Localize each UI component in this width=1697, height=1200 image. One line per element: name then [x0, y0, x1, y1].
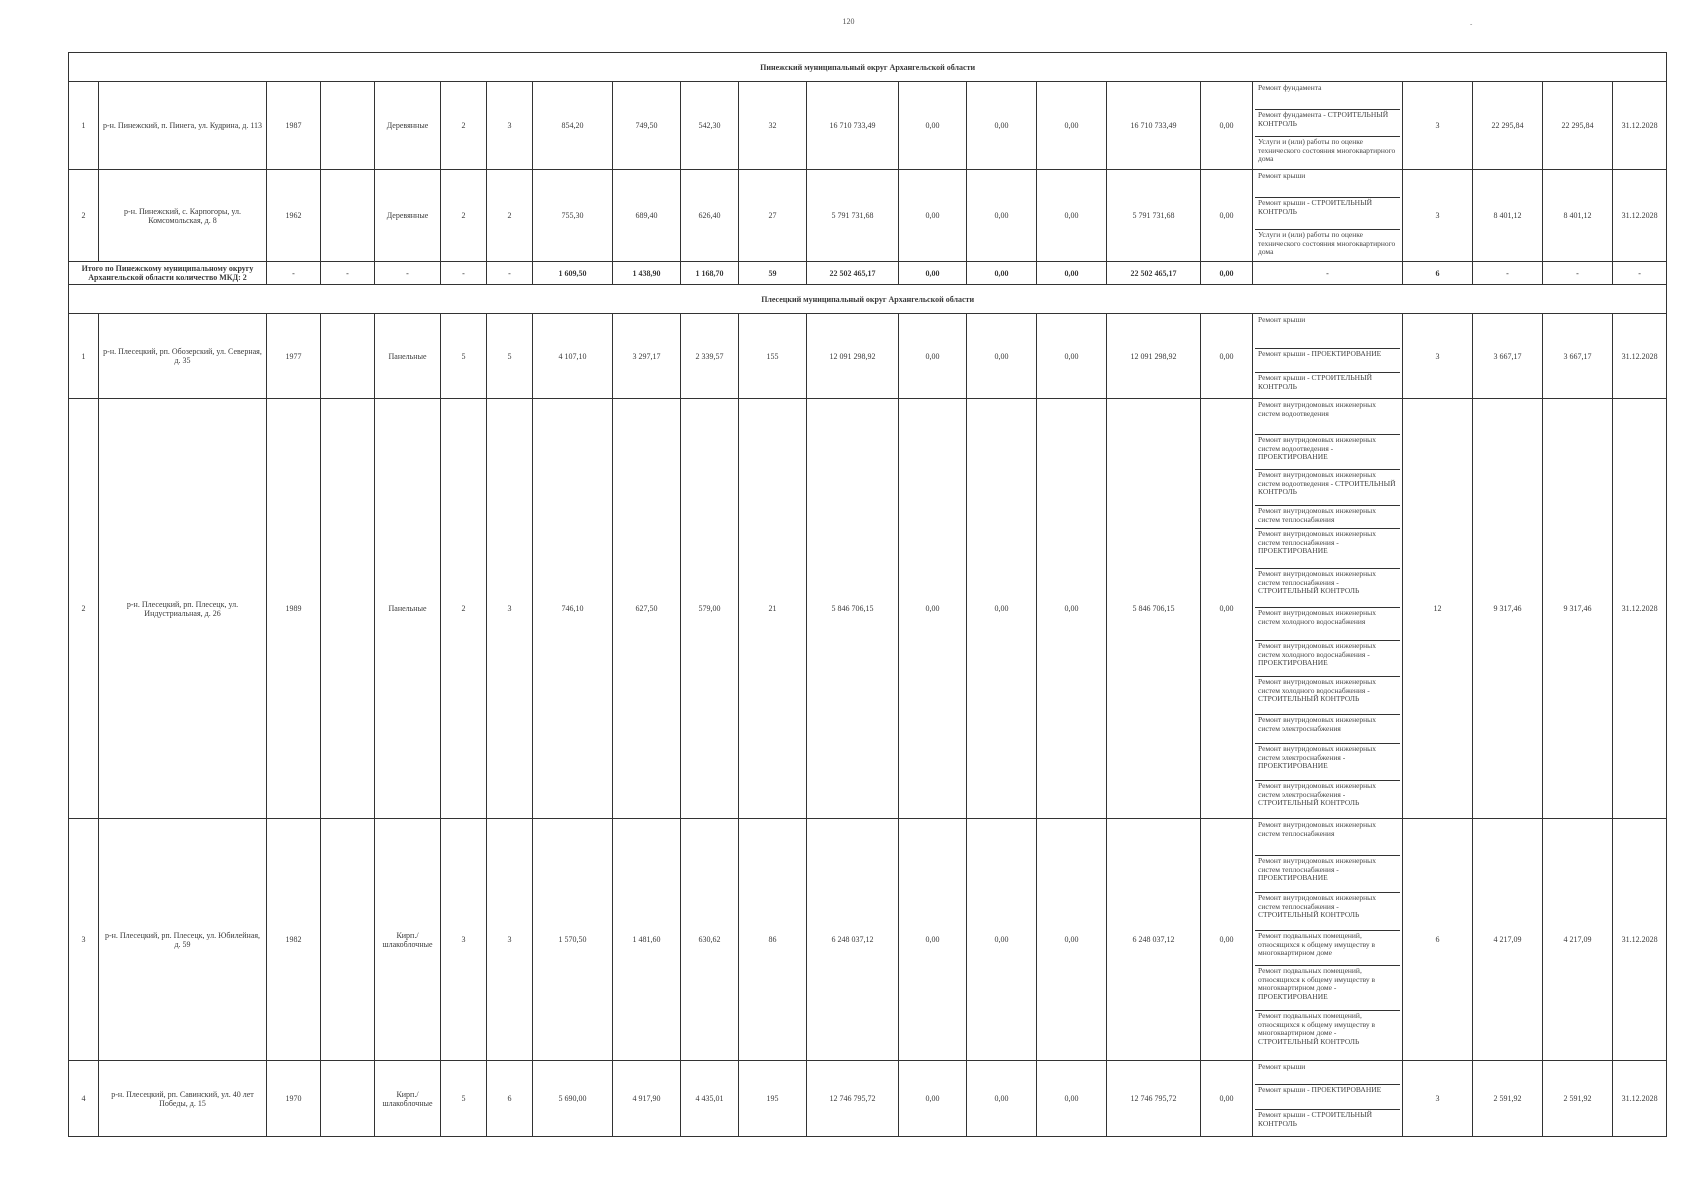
total-owners: 22 502 465,17: [1107, 262, 1201, 285]
work-item: Услуги и (или) работы по оценке технического состояния многоквартирного дома: [1258, 137, 1396, 163]
cell-year: 1962: [267, 170, 321, 262]
cell-area-res: 689,40: [613, 170, 681, 262]
cell-f3: 0,00: [1037, 819, 1107, 1061]
cell-floors: 2: [441, 82, 487, 170]
cell-f1: 0,00: [899, 399, 967, 819]
cell-area-own: 579,00: [681, 399, 739, 819]
cell-material: Панельные: [375, 314, 441, 399]
cell-unit-cost: 22 295,84: [1473, 82, 1543, 170]
cell-area-total: 746,10: [533, 399, 613, 819]
cell-f3: 0,00: [1037, 1061, 1107, 1137]
corner-mark: -: [1470, 20, 1473, 28]
table-row: [69, 170, 1667, 262]
cell-f3: 0,00: [1037, 82, 1107, 170]
capital-repair-table: [68, 52, 1667, 1137]
cell-count: 6: [1403, 819, 1473, 1061]
total-f1: 0,00: [899, 262, 967, 285]
cell-area-total: 854,20: [533, 82, 613, 170]
cell-cost: 5 846 706,15: [807, 399, 899, 819]
work-item: Услуги и (или) работы по оценке технического состояния многоквартирного дома: [1258, 230, 1396, 256]
total-c6: -: [1473, 262, 1543, 285]
cell-material: Кирп./шлакоблочные: [375, 1061, 441, 1137]
cell-area-own: 2 339,57: [681, 314, 739, 399]
cell-num: 4: [69, 1061, 99, 1137]
cell-address: р-н. Пинежский, п. Пинега, ул. Кудрина, д. 113: [99, 82, 267, 170]
work-item: Ремонт внутридомовых инженерных систем водоотведения - ПРОЕКТИРОВАНИЕ: [1255, 435, 1400, 470]
total-f3: 0,00: [1037, 262, 1107, 285]
works-cell: [1253, 399, 1403, 819]
total-c2: -: [321, 262, 375, 285]
work-item: Ремонт внутридомовых инженерных систем теплоснабжения - СТРОИТЕЛЬНЫЙ КОНТРОЛЬ: [1255, 569, 1400, 608]
cell-date: 31.12.2028: [1613, 1061, 1667, 1137]
table-row: [69, 82, 1667, 170]
section-title: Пинежский муниципальный округ Архангельской области: [69, 53, 1667, 82]
cell-max-cost: 4 217,09: [1543, 819, 1613, 1061]
cell-f2: 0,00: [967, 819, 1037, 1061]
cell-f4: 0,00: [1201, 399, 1253, 819]
cell-owners: 16 710 733,49: [1107, 82, 1201, 170]
cell-owners: 12 091 298,92: [1107, 314, 1201, 399]
cell-date: 31.12.2028: [1613, 170, 1667, 262]
cell-year: 1970: [267, 1061, 321, 1137]
work-item: Ремонт внутридомовых инженерных систем электроснабжения: [1255, 715, 1400, 744]
cell-year2: [321, 82, 375, 170]
cell-count: 12: [1403, 399, 1473, 819]
cell-max-cost: 3 667,17: [1543, 314, 1613, 399]
cell-num: 1: [69, 314, 99, 399]
work-item: Ремонт фундамента - СТРОИТЕЛЬНЫЙ КОНТРОЛЬ: [1255, 110, 1400, 137]
table-row: [69, 819, 1667, 1061]
cell-unit-cost: 8 401,12: [1473, 170, 1543, 262]
work-item: Ремонт внутридомовых инженерных систем холодного водоснабжения - СТРОИТЕЛЬНЫЙ КОНТРОЛЬ: [1255, 677, 1400, 715]
cell-area-res: 1 481,60: [613, 819, 681, 1061]
cell-max-cost: 9 317,46: [1543, 399, 1613, 819]
work-item: Ремонт подвальных помещений, относящихся к общему имуществу в многоквартирном доме: [1255, 931, 1400, 966]
cell-year: 1982: [267, 819, 321, 1061]
cell-area-total: 4 107,10: [533, 314, 613, 399]
cell-residents: 27: [739, 170, 807, 262]
cell-year2: [321, 399, 375, 819]
total-f4: 0,00: [1201, 262, 1253, 285]
cell-f2: 0,00: [967, 170, 1037, 262]
works-cell: [1253, 314, 1403, 399]
cell-owners: 5 791 731,68: [1107, 170, 1201, 262]
cell-num: 2: [69, 170, 99, 262]
cell-cost: 5 791 731,68: [807, 170, 899, 262]
work-item: Ремонт внутридомовых инженерных систем холодного водоснабжения - ПРОЕКТИРОВАНИЕ: [1255, 641, 1400, 677]
work-item: Ремонт крыши: [1255, 315, 1400, 349]
works-cell: [1253, 170, 1403, 262]
cell-num: 2: [69, 399, 99, 819]
cell-entrances: 6: [487, 1061, 533, 1137]
cell-owners: 6 248 037,12: [1107, 819, 1201, 1061]
cell-material: Панельные: [375, 399, 441, 819]
cell-residents: 195: [739, 1061, 807, 1137]
cell-f1: 0,00: [899, 1061, 967, 1137]
cell-year2: [321, 1061, 375, 1137]
total-c8: -: [1613, 262, 1667, 285]
total-f2: 0,00: [967, 262, 1037, 285]
cell-f1: 0,00: [899, 314, 967, 399]
total-count: 6: [1403, 262, 1473, 285]
cell-f4: 0,00: [1201, 82, 1253, 170]
work-item: Ремонт внутридомовых инженерных систем электроснабжения - ПРОЕКТИРОВАНИЕ: [1255, 744, 1400, 781]
cell-area-res: 749,50: [613, 82, 681, 170]
cell-count: 3: [1403, 82, 1473, 170]
cell-f2: 0,00: [967, 314, 1037, 399]
work-item: Ремонт крыши - СТРОИТЕЛЬНЫЙ КОНТРОЛЬ: [1255, 198, 1400, 230]
total-row: [69, 262, 1667, 285]
cell-material: Деревянные: [375, 82, 441, 170]
cell-f4: 0,00: [1201, 1061, 1253, 1137]
work-item: Ремонт крыши - ПРОЕКТИРОВАНИЕ: [1255, 1085, 1400, 1110]
cell-entrances: 3: [487, 82, 533, 170]
cell-entrances: 5: [487, 314, 533, 399]
cell-entrances: 2: [487, 170, 533, 262]
cell-material: Кирп./шлакоблочные: [375, 819, 441, 1061]
cell-count: 3: [1403, 1061, 1473, 1137]
work-item: Ремонт внутридомовых инженерных систем теплоснабжения - ПРОЕКТИРОВАНИЕ: [1255, 529, 1400, 569]
cell-date: 31.12.2028: [1613, 82, 1667, 170]
total-label: Итого по Пинежскому муниципальному округу Архангельской области количество МКД: 2: [69, 262, 267, 285]
cell-f1: 0,00: [899, 170, 967, 262]
cell-year: 1977: [267, 314, 321, 399]
cell-count: 3: [1403, 170, 1473, 262]
section-header-row: [69, 53, 1667, 82]
cell-address: р-н. Плесецкий, рп. Плесецк, ул. Индустриальная, д. 26: [99, 399, 267, 819]
total-area-total: 1 609,50: [533, 262, 613, 285]
total-c3: -: [375, 262, 441, 285]
section-title: Плесецкий муниципальный округ Архангельской области: [69, 285, 1667, 314]
work-item: Ремонт внутридомовых инженерных систем теплоснабжения - СТРОИТЕЛЬНЫЙ КОНТРОЛЬ: [1255, 893, 1400, 931]
work-item: Ремонт внутридомовых инженерных систем водоотведения - СТРОИТЕЛЬНЫЙ КОНТРОЛЬ: [1255, 470, 1400, 506]
cell-f2: 0,00: [967, 1061, 1037, 1137]
cell-year: 1987: [267, 82, 321, 170]
cell-year2: [321, 170, 375, 262]
cell-date: 31.12.2028: [1613, 399, 1667, 819]
work-item: Ремонт крыши - СТРОИТЕЛЬНЫЙ КОНТРОЛЬ: [1258, 1110, 1373, 1128]
work-item: Ремонт крыши: [1255, 171, 1400, 198]
total-cost: 22 502 465,17: [807, 262, 899, 285]
cell-f1: 0,00: [899, 819, 967, 1061]
work-item: Ремонт крыши: [1255, 1062, 1400, 1085]
cell-f3: 0,00: [1037, 170, 1107, 262]
cell-unit-cost: 9 317,46: [1473, 399, 1543, 819]
section-header-row: [69, 285, 1667, 314]
cell-unit-cost: 4 217,09: [1473, 819, 1543, 1061]
cell-area-res: 4 917,90: [613, 1061, 681, 1137]
cell-area-own: 4 435,01: [681, 1061, 739, 1137]
table-row: [69, 399, 1667, 819]
cell-residents: 86: [739, 819, 807, 1061]
work-item: Ремонт внутридомовых инженерных систем электроснабжения - СТРОИТЕЛЬНЫЙ КОНТРОЛЬ: [1258, 781, 1376, 807]
cell-area-own: 542,30: [681, 82, 739, 170]
cell-floors: 5: [441, 1061, 487, 1137]
cell-area-own: 626,40: [681, 170, 739, 262]
cell-f2: 0,00: [967, 82, 1037, 170]
work-item: Ремонт подвальных помещений, относящихся к общему имуществу в многоквартирном доме - ПРОЕКТИРОВАНИЕ: [1255, 966, 1400, 1011]
cell-address: р-н. Плесецкий, рп. Плесецк, ул. Юбилейная, д. 59: [99, 819, 267, 1061]
cell-owners: 12 746 795,72: [1107, 1061, 1201, 1137]
table-row: [69, 314, 1667, 399]
cell-f3: 0,00: [1037, 399, 1107, 819]
cell-date: 31.12.2028: [1613, 819, 1667, 1061]
cell-num: 3: [69, 819, 99, 1061]
total-c1: -: [267, 262, 321, 285]
table-row: [69, 1061, 1667, 1137]
cell-cost: 12 746 795,72: [807, 1061, 899, 1137]
cell-address: р-н. Плесецкий, рп. Обозерский, ул. Северная, д. 35: [99, 314, 267, 399]
cell-year2: [321, 819, 375, 1061]
cell-max-cost: 2 591,92: [1543, 1061, 1613, 1137]
work-item: Ремонт крыши - СТРОИТЕЛЬНЫЙ КОНТРОЛЬ: [1258, 373, 1373, 391]
cell-residents: 32: [739, 82, 807, 170]
cell-address: р-н. Плесецкий, рп. Савинский, ул. 40 лет Победы, д. 15: [99, 1061, 267, 1137]
page-number: 120: [842, 17, 855, 26]
works-cell: [1253, 1061, 1403, 1137]
total-works: -: [1253, 262, 1403, 285]
cell-area-total: 1 570,50: [533, 819, 613, 1061]
cell-area-total: 5 690,00: [533, 1061, 613, 1137]
cell-area-res: 627,50: [613, 399, 681, 819]
cell-date: 31.12.2028: [1613, 314, 1667, 399]
cell-f1: 0,00: [899, 82, 967, 170]
cell-unit-cost: 2 591,92: [1473, 1061, 1543, 1137]
cell-count: 3: [1403, 314, 1473, 399]
cell-f2: 0,00: [967, 399, 1037, 819]
cell-floors: 2: [441, 399, 487, 819]
cell-material: Деревянные: [375, 170, 441, 262]
work-item: Ремонт фундамента: [1255, 83, 1400, 110]
total-c4: -: [441, 262, 487, 285]
total-area-own: 1 168,70: [681, 262, 739, 285]
work-item: Ремонт внутридомовых инженерных систем теплоснабжения: [1255, 820, 1400, 856]
cell-residents: 21: [739, 399, 807, 819]
total-area-res: 1 438,90: [613, 262, 681, 285]
cell-f4: 0,00: [1201, 314, 1253, 399]
cell-cost: 16 710 733,49: [807, 82, 899, 170]
total-residents: 59: [739, 262, 807, 285]
work-item: Ремонт внутридомовых инженерных систем холодного водоснабжения: [1255, 608, 1400, 641]
cell-cost: 12 091 298,92: [807, 314, 899, 399]
cell-floors: 3: [441, 819, 487, 1061]
cell-area-total: 755,30: [533, 170, 613, 262]
cell-entrances: 3: [487, 399, 533, 819]
cell-residents: 155: [739, 314, 807, 399]
cell-entrances: 3: [487, 819, 533, 1061]
work-item: Ремонт внутридомовых инженерных систем водоотведения: [1255, 400, 1400, 435]
works-cell: [1253, 82, 1403, 170]
work-item: Ремонт внутридомовых инженерных систем теплоснабжения: [1255, 506, 1400, 529]
work-item: Ремонт крыши - ПРОЕКТИРОВАНИЕ: [1255, 349, 1400, 373]
cell-unit-cost: 3 667,17: [1473, 314, 1543, 399]
works-cell: [1253, 819, 1403, 1061]
cell-f3: 0,00: [1037, 314, 1107, 399]
cell-area-own: 630,62: [681, 819, 739, 1061]
total-c5: -: [487, 262, 533, 285]
work-item: Ремонт внутридомовых инженерных систем теплоснабжения - ПРОЕКТИРОВАНИЕ: [1255, 856, 1400, 893]
cell-area-res: 3 297,17: [613, 314, 681, 399]
cell-max-cost: 8 401,12: [1543, 170, 1613, 262]
cell-max-cost: 22 295,84: [1543, 82, 1613, 170]
work-item: Ремонт подвальных помещений, относящихся к общему имуществу в многоквартирном доме - СТРОИТЕЛЬНЫЙ КОНТРОЛЬ: [1258, 1011, 1376, 1046]
cell-f4: 0,00: [1201, 170, 1253, 262]
cell-floors: 2: [441, 170, 487, 262]
cell-year2: [321, 314, 375, 399]
cell-f4: 0,00: [1201, 819, 1253, 1061]
cell-cost: 6 248 037,12: [807, 819, 899, 1061]
cell-year: 1989: [267, 399, 321, 819]
cell-floors: 5: [441, 314, 487, 399]
cell-address: р-н. Пинежский, с. Карпогоры, ул. Комсомольская, д. 8: [99, 170, 267, 262]
total-c7: -: [1543, 262, 1613, 285]
cell-owners: 5 846 706,15: [1107, 399, 1201, 819]
cell-num: 1: [69, 82, 99, 170]
